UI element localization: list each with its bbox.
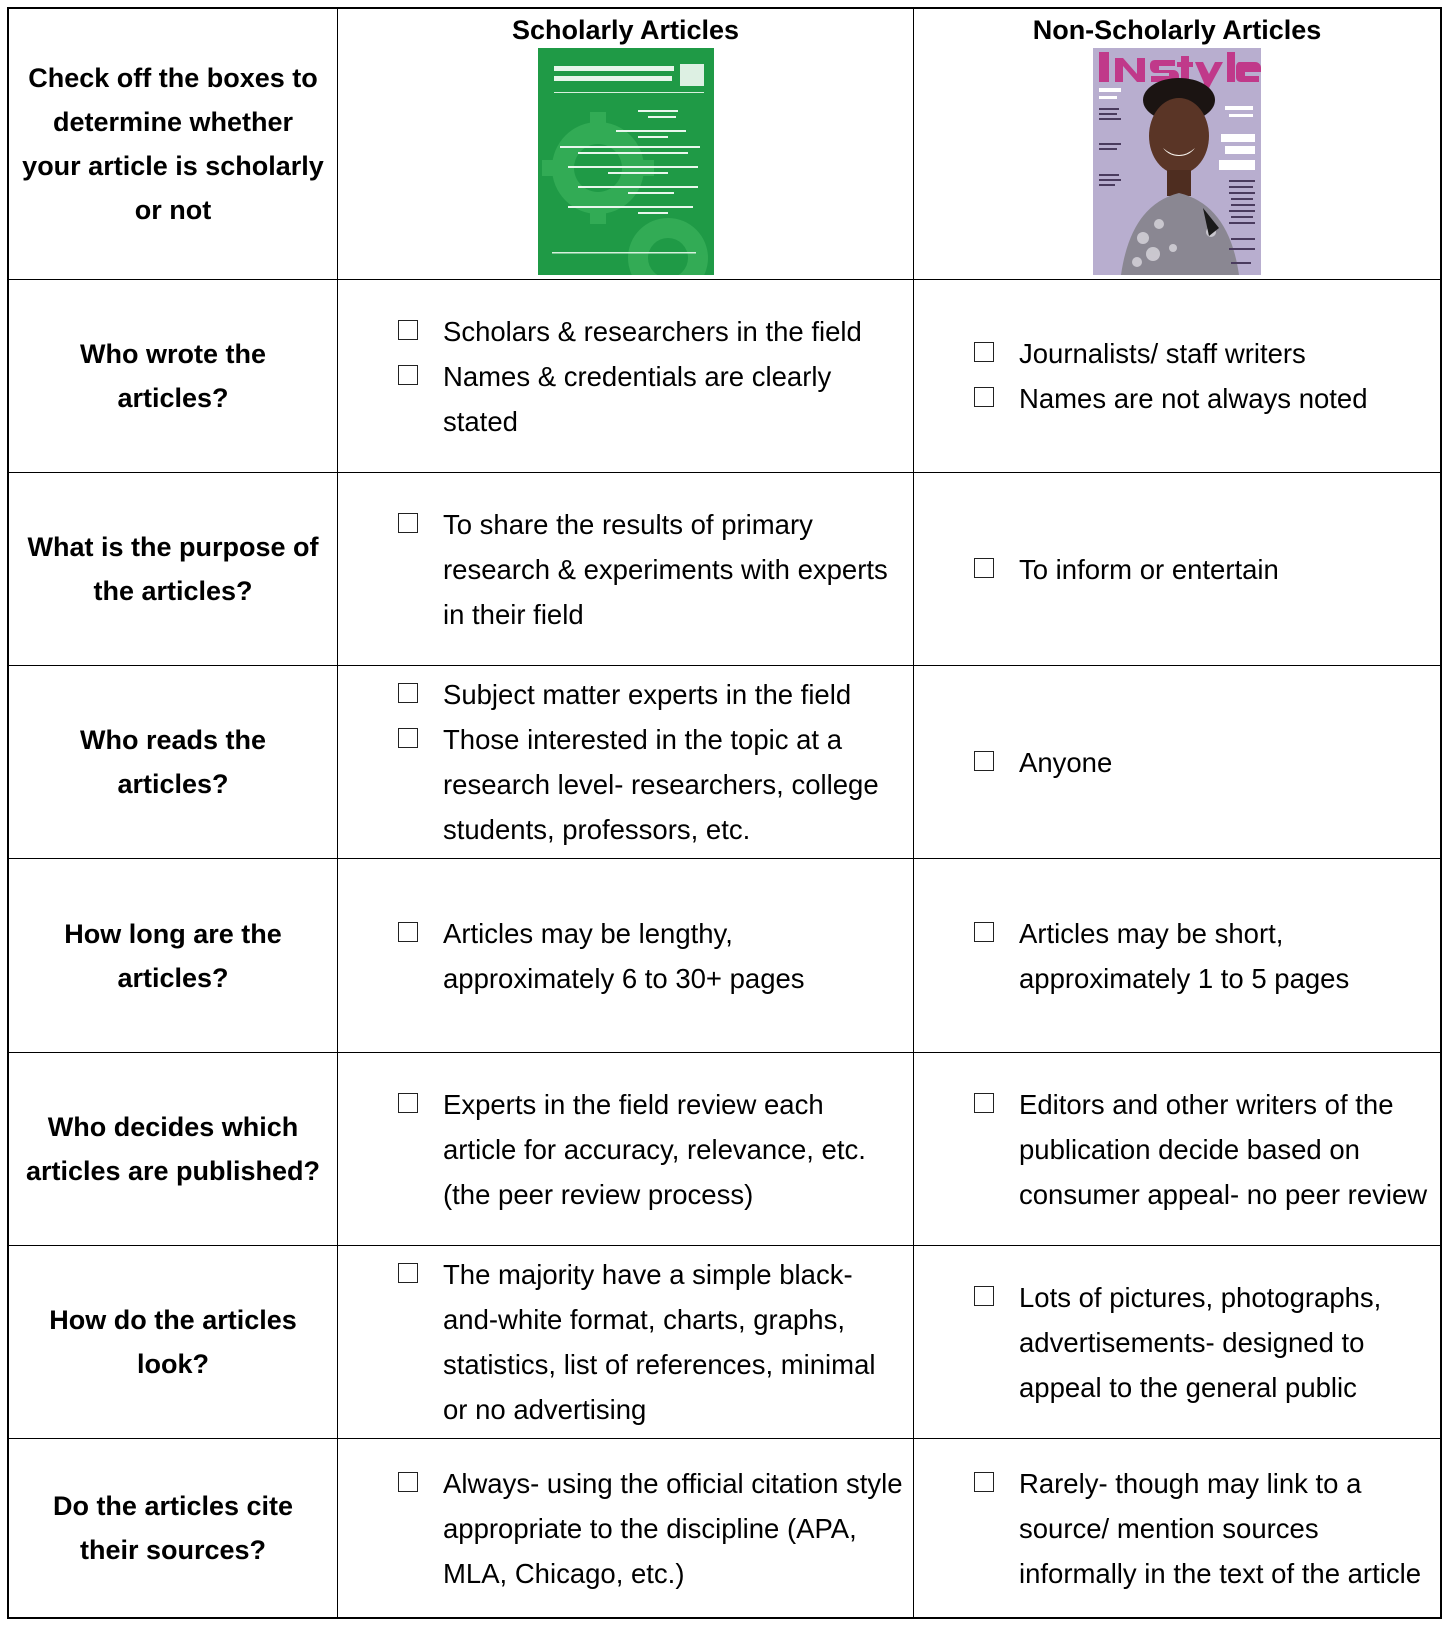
question-cell [9, 1439, 338, 1617]
scholarly-cell [338, 1439, 914, 1617]
checklist-item[interactable] [398, 911, 913, 1001]
question-cell [9, 1053, 338, 1246]
scholarly-cell [338, 1246, 914, 1439]
checkbox-icon[interactable] [398, 728, 418, 748]
checkbox-icon[interactable] [398, 365, 418, 385]
checkbox-icon[interactable] [974, 558, 994, 578]
checkbox-icon[interactable] [974, 1286, 994, 1306]
checklist-text: Always- using the official citation style appropriate to the discipline (APA, MLA, Chicago, etc.) [443, 1467, 903, 1589]
checklist-item[interactable] [398, 309, 913, 354]
checklist-item[interactable] [398, 354, 913, 444]
checklist-text: Names are not always noted [1019, 383, 1368, 414]
question-text: Who reads the articles? [79, 725, 267, 799]
scholarly-title: Scholarly Articles [511, 15, 740, 45]
question-cell [9, 1246, 338, 1439]
comparison-table [7, 7, 1442, 1619]
checklist-text: Lots of pictures, photographs, advertisements- designed to appeal to the general public [1019, 1281, 1382, 1403]
question-cell [9, 473, 338, 666]
checklist-item[interactable] [398, 1252, 913, 1432]
checklist-item[interactable] [398, 502, 913, 637]
checklist-item[interactable] [974, 547, 1289, 592]
checklist-text: Names & credentials are clearly stated [443, 360, 832, 437]
checkbox-icon[interactable] [398, 320, 418, 340]
checkbox-icon[interactable] [974, 1093, 994, 1113]
checklist-item[interactable] [974, 376, 1378, 421]
checkbox-icon[interactable] [398, 513, 418, 533]
non-scholarly-cell [914, 1053, 1440, 1246]
non-scholarly-cell [914, 666, 1440, 859]
question-text: How long are the articles? [64, 918, 282, 993]
scholarly-cell [338, 280, 914, 473]
scholarly-cell [338, 473, 914, 666]
non-scholarly-title: Non-Scholarly Articles [1032, 15, 1322, 45]
checkbox-icon[interactable] [974, 1472, 994, 1492]
checklist-text: Articles may be lengthy, approximately 6 to 30+ pages [443, 917, 805, 994]
intro-text: Check off the boxes to determine whether your article is scholarly or not [22, 63, 324, 225]
checkbox-icon[interactable] [398, 922, 418, 942]
checklist-item[interactable] [974, 331, 1378, 376]
non-scholarly-cell [914, 1439, 1440, 1617]
checklist-text: Scholars & researchers in the field [443, 315, 862, 347]
checklist-text: Those interested in the topic at a research level- researchers, college students, professors, etc. [443, 724, 879, 845]
checklist-item[interactable] [974, 1275, 1440, 1410]
non-scholarly-cell [914, 859, 1440, 1053]
question-text: Who wrote the articles? [80, 339, 266, 413]
checklist-text: Anyone [1019, 746, 1113, 778]
checklist-item[interactable] [974, 1461, 1440, 1596]
checklist-text: Editors and other writers of the publication decide based on consumer appeal- no peer review [1019, 1088, 1428, 1210]
checklist-text: Journalists/ staff writers [1019, 338, 1306, 369]
non-scholarly-cell [914, 473, 1440, 666]
question-text: Who decides which articles are published? [25, 1112, 321, 1186]
checklist-text: Experts in the field review each article for accuracy, relevance, etc. (the peer review process) [443, 1088, 866, 1210]
scholarly-header [338, 9, 914, 280]
checklist-text: To inform or entertain [1019, 553, 1279, 585]
checkbox-icon[interactable] [398, 1472, 418, 1492]
scholarly-cell [338, 859, 914, 1053]
checklist-item[interactable] [398, 1461, 913, 1596]
checkbox-icon[interactable] [974, 751, 994, 771]
scholarly-cell [338, 1053, 914, 1246]
checklist-item[interactable] [974, 1082, 1440, 1217]
journal-cover-image [538, 48, 714, 275]
question-text: What is the purpose of the articles? [27, 532, 319, 606]
checklist-item[interactable] [398, 1082, 913, 1217]
checkbox-icon[interactable] [398, 683, 418, 703]
question-cell [9, 859, 338, 1053]
checklist-text: Articles may be short, approximately 1 to 5 pages [1019, 917, 1350, 994]
question-cell [9, 666, 338, 859]
question-cell [9, 280, 338, 473]
non-scholarly-header [914, 9, 1440, 280]
magazine-cover-image [1093, 48, 1261, 275]
checklist-item[interactable] [974, 911, 1440, 1001]
checklist-text: Rarely- though may link to a source/ mention sources informally in the text of the article [1019, 1467, 1421, 1589]
checklist-item[interactable] [398, 717, 913, 852]
checkbox-icon[interactable] [974, 342, 994, 362]
checkbox-icon[interactable] [974, 387, 994, 407]
intro-cell [9, 9, 338, 280]
non-scholarly-cell [914, 280, 1440, 473]
question-text: Do the articles cite their sources? [52, 1491, 294, 1565]
checklist-item[interactable] [974, 740, 1122, 785]
checkbox-icon[interactable] [974, 922, 994, 942]
scholarly-cell [338, 666, 914, 859]
non-scholarly-cell [914, 1246, 1440, 1439]
checklist-text: Subject matter experts in the field [443, 679, 852, 710]
checklist-text: The majority have a simple black-and-white format, charts, graphs, statistics, list of references, minimal or no advertising [443, 1259, 876, 1425]
checklist-item[interactable] [398, 672, 913, 717]
question-text: How do the articles look? [49, 1305, 297, 1379]
checkbox-icon[interactable] [398, 1093, 418, 1113]
checkbox-icon[interactable] [398, 1263, 418, 1283]
checklist-text: To share the results of primary research & experiments with experts in their field [443, 508, 888, 630]
